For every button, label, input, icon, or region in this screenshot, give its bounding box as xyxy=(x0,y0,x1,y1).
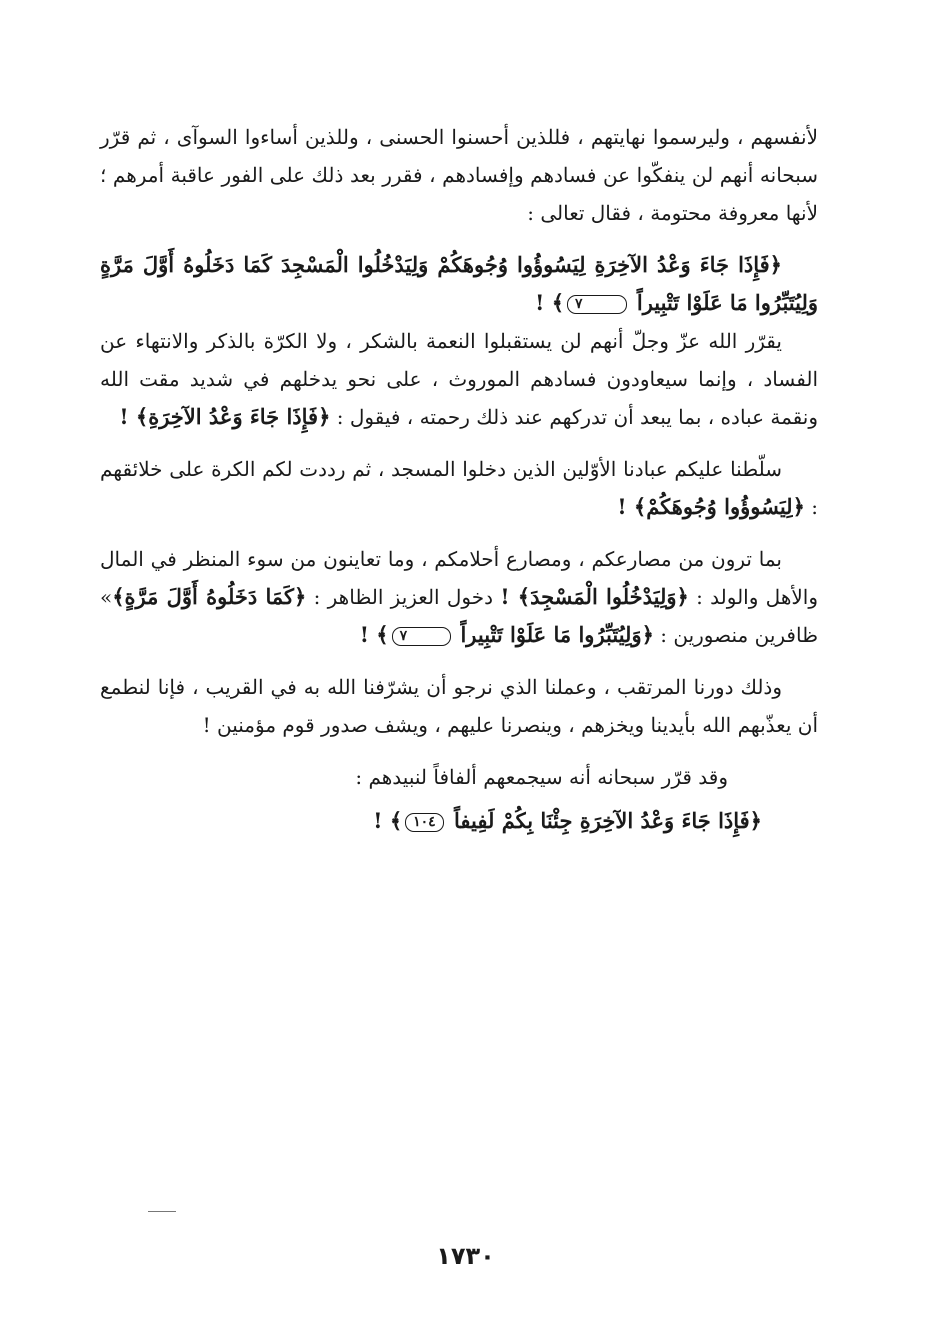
page-body xyxy=(100,118,818,840)
page-number: ١٧٣٠ xyxy=(436,1242,495,1270)
paragraph-5-text: وذلك دورنا المرتقب ، وعملنا الذي نرجو أن يشرّفنا الله به في القريب ، فإنا لنطمع أن يعذّبهم الله بأيدينا ويخزهم ، وينصرنا عليهم ، ويشف صدور قوم مؤمنين ! xyxy=(100,675,818,737)
paragraph-4-verse-1: ﴿وَلِيَدْخُلُوا الْمَسْجِدَ﴾ ! xyxy=(500,584,689,609)
paragraph-3-verse: ﴿لِيَسُوؤُوا وُجُوهَكُمْ﴾ ! xyxy=(617,494,805,519)
verse-1-close: ﴾ ! xyxy=(535,290,565,315)
quran-verse-final xyxy=(100,802,818,840)
paragraph-4-text-b: دخول العزيز الظاهر : xyxy=(313,585,494,609)
paragraph-4 xyxy=(100,540,818,654)
paragraph-6-intro-text: وقد قرّر سبحانه أنه سيجمعهم ألفافاً لنبيدهم : xyxy=(355,765,728,789)
ayah-number-badge: ٧ xyxy=(392,627,452,646)
paragraph-4-verse-3-close: ﴾ ! xyxy=(359,622,389,647)
final-verse-close: ﴾ ! xyxy=(373,808,403,833)
paragraph-2-text: يقرّر الله عزّ وجلّ أنهم لن يستقبلوا النعمة بالشكر ، ولا الكرّة بالذكر والانتهاء عن الفساد ، وإنما سيعاودون فسادهم الموروث ، على نحو يدخلهم في شديد مقت الله ونقمة عباده ، بما يبعد أن تدركهم عند ذلك رحمته ، فيقول : xyxy=(100,329,818,429)
paragraph-4-text-a: بما ترون من مصارعكم ، ومصارع أحلامكم ، وما تعاينون من سوء المنظر في المال والأهل والولد : xyxy=(100,547,819,609)
quran-verse-1 xyxy=(100,246,818,322)
paragraph-4-text-c: » ظافرين منصورين : xyxy=(100,585,818,647)
final-verse-text: ﴿فَإِذَا جَاءَ وَعْدُ الآخِرَةِ جِئْنَا بِكُمْ لَفِيفاً xyxy=(454,808,762,833)
paragraph-6-intro xyxy=(100,758,818,796)
paragraph-4-verse-3: ﴿وَلِيُتَبِّرُوا مَا عَلَوْا تَتْبِيراً xyxy=(460,622,654,647)
paragraph-3 xyxy=(100,450,818,526)
paragraph-2 xyxy=(100,322,818,436)
paragraph-2-verse: ﴿فَإِذَا جَاءَ وَعْدُ الآخِرَةِ﴾ ! xyxy=(119,404,331,429)
ayah-number-badge: ٧ xyxy=(567,295,627,314)
ayah-number-badge: ١٠٤ xyxy=(405,813,444,832)
paragraph-1 xyxy=(100,118,818,232)
footer-divider xyxy=(148,1211,176,1212)
paragraph-1-text: لأنفسهم ، وليرسموا نهايتهم ، فللذين أحسنوا الحسنى ، وللذين أساءوا السوآى ، ثم قرّر سبحانه أنهم لن ينفكّوا عن فسادهم وإفسادهم ، فقرر بعد ذلك على الفور عاقبة أمرهم ؛ لأنها معروفة محتومة ، فقال تعالى : xyxy=(100,125,818,225)
paragraph-4-verse-2: ﴿كَمَا دَخَلُوهُ أَوَّلَ مَرَّةٍ﴾ xyxy=(112,584,307,609)
verse-1-text: ﴿فَإِذَا جَاءَ وَعْدُ الآخِرَةِ لِيَسُوؤُوا وُجُوهَكُمْ وَلِيَدْخُلُوا الْمَسْجِدَ كَمَا دَخَلُوهُ أَوَّلَ مَرَّةٍ وَلِيُتَبِّرُوا مَا عَلَوْا تَتْبِيراً xyxy=(100,252,818,315)
paragraph-5 xyxy=(100,668,818,744)
paragraph-3-text: سلّطنا عليكم عبادنا الأوّلين الذين دخلوا المسجد ، ثم رددت لكم الكرة على خلائقهم : xyxy=(100,457,818,519)
